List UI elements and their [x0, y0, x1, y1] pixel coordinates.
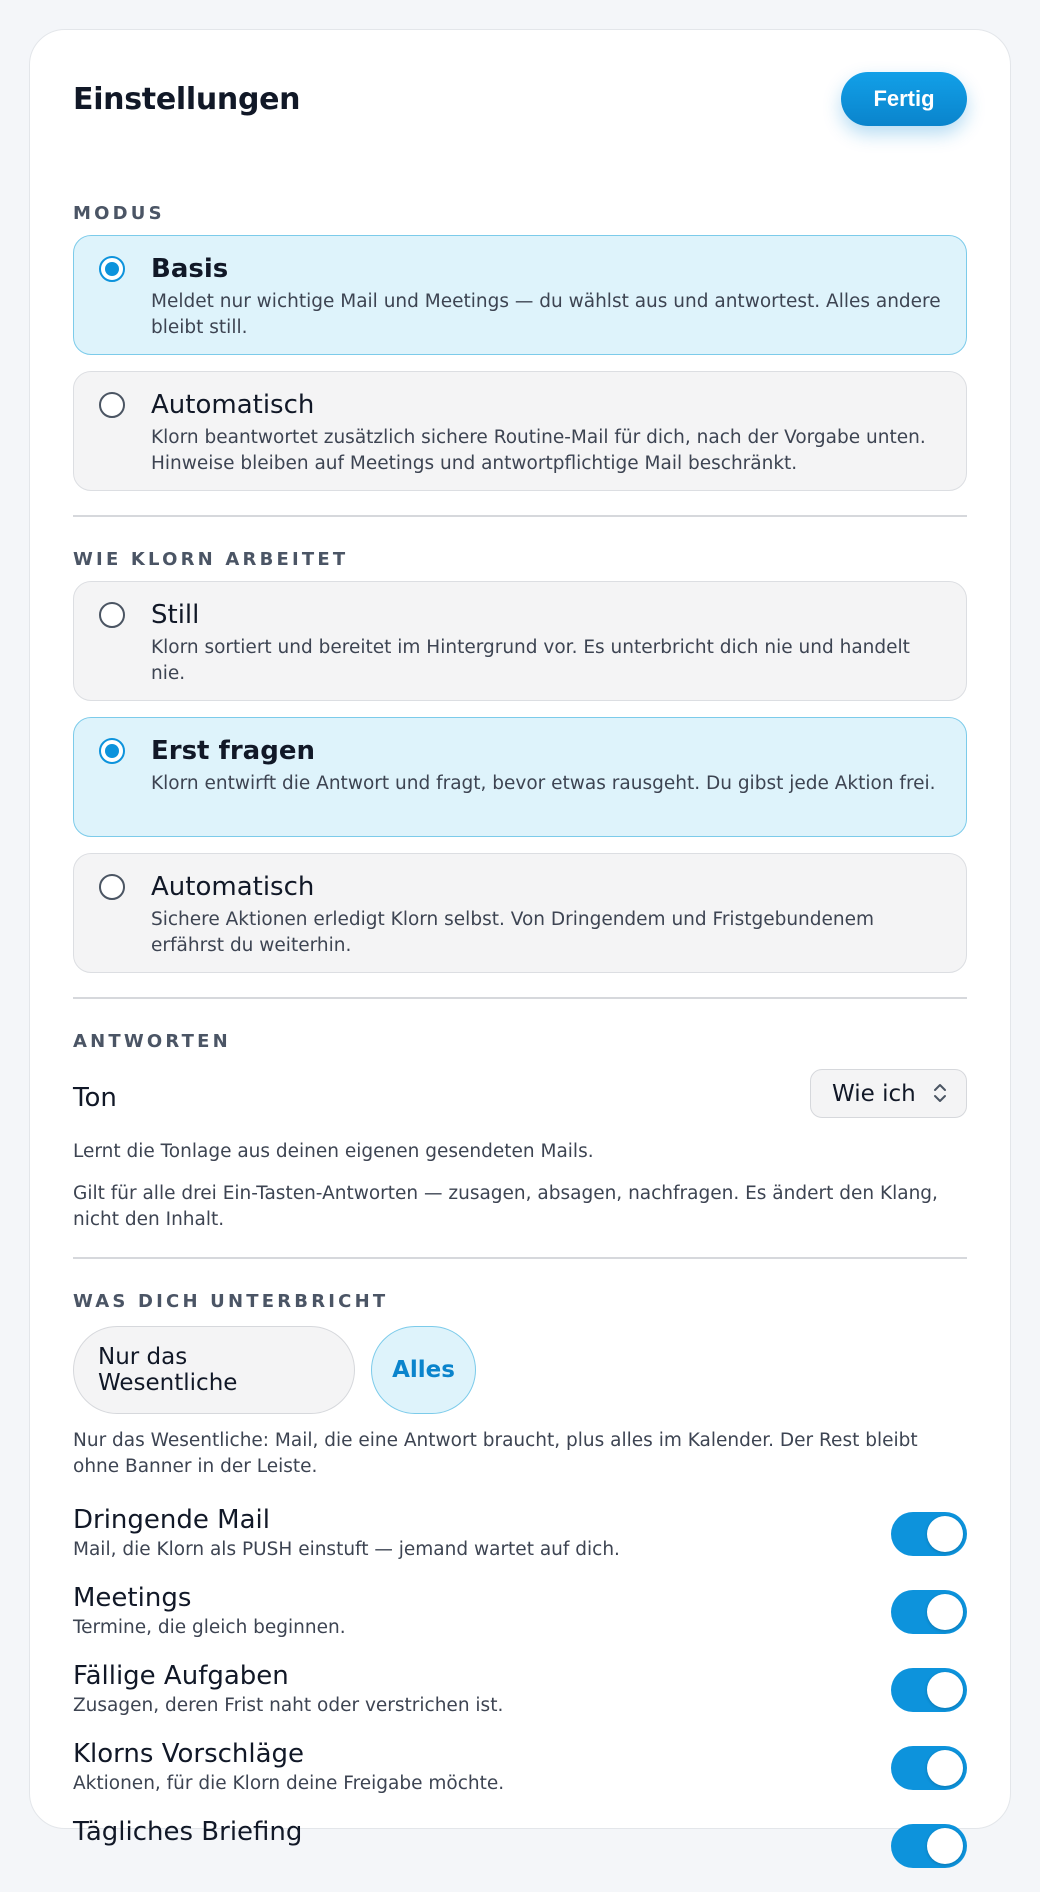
toggle-switch[interactable]: [891, 1746, 967, 1790]
tone-select[interactable]: [810, 1069, 967, 1118]
toggle-title: Fällige Aufgaben: [73, 1661, 289, 1691]
toggle-switch[interactable]: [891, 1824, 967, 1868]
toggle-row-klorns-vorschlaege: [73, 1736, 967, 1814]
option-title: Erst fragen: [151, 736, 315, 766]
modus-options: [73, 235, 967, 491]
toggle-list: [73, 1502, 967, 1892]
divider: [73, 515, 967, 517]
option-description: Meldet nur wichtige Mail und Meetings — du wählst aus und antwortest. Alles andere bleibt still.: [151, 291, 941, 338]
settings-panel: [29, 29, 1011, 1847]
arbeitet-option-automatisch[interactable]: [73, 853, 967, 973]
option-title: Basis: [151, 254, 229, 284]
arbeitet-option-erst-fragen[interactable]: [73, 717, 967, 837]
interrupt-segmented-control: [73, 1326, 967, 1414]
done-button[interactable]: Fertig: [841, 72, 967, 126]
radio-unselected-icon[interactable]: [99, 392, 125, 418]
arbeitet-option-still[interactable]: [73, 581, 967, 701]
toggle-switch[interactable]: [891, 1512, 967, 1556]
pill-all[interactable]: Alles: [371, 1326, 476, 1414]
page-title: Einstellungen: [73, 82, 301, 117]
tone-help-text: Lernt die Tonlage aus deinen eigenen gesendeten Mails.: [73, 1141, 594, 1162]
section-label-modus: MODUS: [73, 203, 165, 224]
toggle-row-dringende-mail: [73, 1502, 967, 1580]
section-label-unterbricht: WAS DICH UNTERBRICHT: [73, 1291, 389, 1312]
divider: [73, 997, 967, 999]
toggle-description: Zusagen, deren Frist naht oder verstrichen ist.: [73, 1695, 504, 1716]
toggle-description: Termine, die gleich beginnen.: [73, 1617, 346, 1638]
radio-unselected-icon[interactable]: [99, 874, 125, 900]
toggle-title: Dringende Mail: [73, 1505, 270, 1535]
section-label-antworten: ANTWORTEN: [73, 1031, 231, 1052]
pill-essential[interactable]: Nur das Wesentliche: [73, 1326, 355, 1414]
toggle-row-meetings: [73, 1580, 967, 1658]
arbeitet-options: [73, 581, 967, 973]
modus-option-basis[interactable]: [73, 235, 967, 355]
toggle-title: Klorns Vorschläge: [73, 1739, 305, 1769]
header: [73, 30, 967, 201]
option-description: Sichere Aktionen erledigt Klorn selbst. Von Dringendem und Fristgebundenem erfährst du weiterhin.: [151, 909, 875, 956]
toggle-switch[interactable]: [891, 1668, 967, 1712]
toggle-row-taegliches-briefing: [73, 1814, 967, 1892]
divider: [73, 1257, 967, 1259]
section-label-arbeitet: WIE KLORN ARBEITET: [73, 549, 349, 570]
option-title: Still: [151, 600, 200, 630]
toggle-title: Meetings: [73, 1583, 192, 1613]
toggle-description: Mail, die Klorn als PUSH einstuft — jemand wartet auf dich.: [73, 1539, 620, 1560]
chevron-up-down-icon: [932, 1081, 948, 1105]
option-description: Klorn beantwortet zusätzlich sichere Routine-Mail für dich, nach der Vorgabe unten. Hinweise bleiben auf Meetings und antwortpflichtige Mail beschränkt.: [151, 427, 926, 474]
radio-unselected-icon[interactable]: [99, 602, 125, 628]
modus-option-automatisch[interactable]: [73, 371, 967, 491]
tone-scope-text: Gilt für alle drei Ein-Tasten-Antworten — zusagen, absagen, nachfragen. Es ändert den Klang, nicht den Inhalt.: [73, 1183, 938, 1230]
option-description: Klorn sortiert und bereitet im Hintergrund vor. Es unterbricht dich nie und handelt nie.: [151, 637, 910, 684]
toggle-description: Aktionen, für die Klorn deine Freigabe möchte.: [73, 1773, 505, 1794]
toggle-title: Tägliches Briefing: [73, 1817, 303, 1847]
option-description: Klorn entwirft die Antwort und fragt, bevor etwas rausgeht. Du gibst jede Aktion frei.: [151, 773, 936, 794]
option-title: Automatisch: [151, 872, 315, 902]
tone-row: [73, 1069, 967, 1129]
option-title: Automatisch: [151, 390, 315, 420]
tone-select-value: Wie ich: [832, 1080, 916, 1107]
radio-selected-icon[interactable]: [99, 738, 125, 764]
interrupt-help-text: Nur das Wesentliche: Mail, die eine Antwort braucht, plus alles im Kalender. Der Rest bleibt ohne Banner in der Leiste.: [73, 1430, 918, 1477]
toggle-switch[interactable]: [891, 1590, 967, 1634]
tone-label: Ton: [73, 1083, 117, 1113]
radio-selected-icon[interactable]: [99, 256, 125, 282]
toggle-row-faellige-aufgaben: [73, 1658, 967, 1736]
